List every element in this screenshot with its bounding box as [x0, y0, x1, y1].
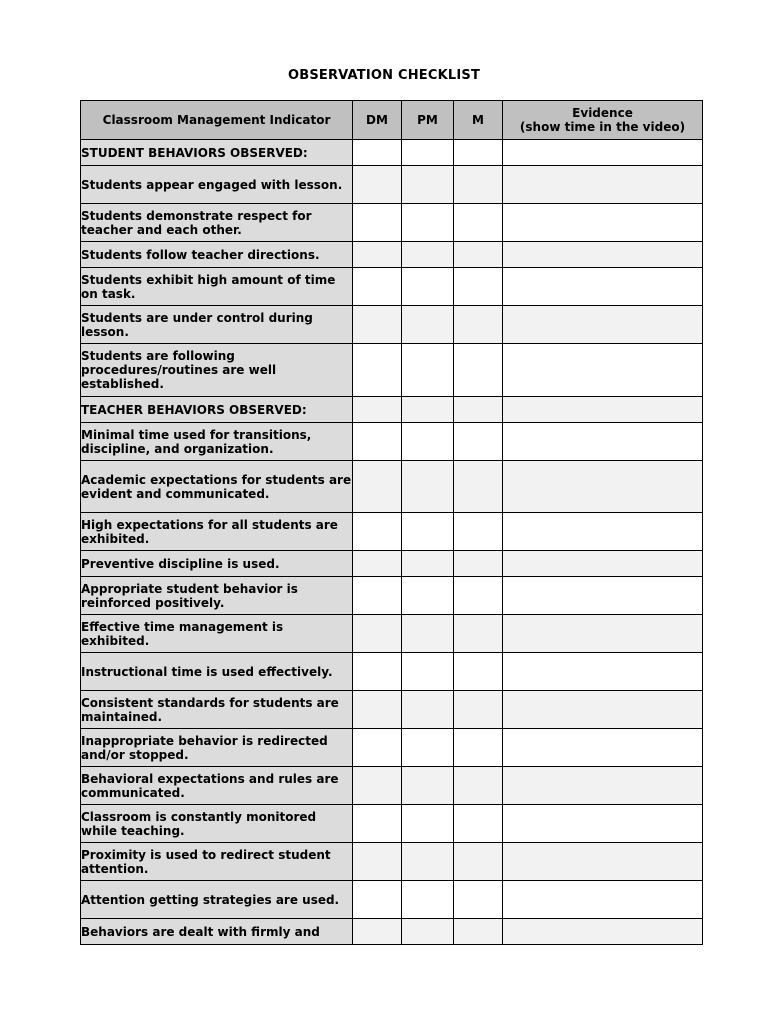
dm-cell[interactable] — [353, 242, 402, 268]
header-dm: DM — [353, 101, 402, 140]
m-cell[interactable] — [454, 306, 503, 344]
indicator-cell: Students are following procedures/routines are well established. — [81, 344, 353, 397]
evidence-cell[interactable] — [503, 242, 703, 268]
indicator-cell: Students appear engaged with lesson. — [81, 166, 353, 204]
evidence-cell[interactable] — [503, 166, 703, 204]
m-cell[interactable] — [454, 513, 503, 551]
table-row — [81, 140, 703, 166]
pm-cell[interactable] — [402, 919, 454, 945]
dm-cell[interactable] — [353, 843, 402, 881]
evidence-cell[interactable] — [503, 551, 703, 577]
pm-cell[interactable] — [402, 306, 454, 344]
table-row — [81, 767, 703, 805]
table-row — [81, 242, 703, 268]
pm-cell[interactable] — [402, 805, 454, 843]
indicator-cell: Students exhibit high amount of time on task. — [81, 268, 353, 306]
pm-cell[interactable] — [402, 691, 454, 729]
dm-cell[interactable] — [353, 551, 402, 577]
m-cell[interactable] — [454, 919, 503, 945]
evidence-cell[interactable] — [503, 881, 703, 919]
table-row — [81, 551, 703, 577]
evidence-cell[interactable] — [503, 423, 703, 461]
dm-cell[interactable] — [353, 423, 402, 461]
dm-cell[interactable] — [353, 397, 402, 423]
evidence-cell[interactable] — [503, 843, 703, 881]
table-row — [81, 461, 703, 513]
m-cell[interactable] — [454, 166, 503, 204]
indicator-cell: High expectations for all students are exhibited. — [81, 513, 353, 551]
header-evidence-line2: (show time in the video) — [519, 120, 686, 134]
m-cell[interactable] — [454, 577, 503, 615]
pm-cell[interactable] — [402, 551, 454, 577]
evidence-cell[interactable] — [503, 268, 703, 306]
dm-cell[interactable] — [353, 461, 402, 513]
table-row — [81, 344, 703, 397]
indicator-cell: Instructional time is used effectively. — [81, 653, 353, 691]
dm-cell[interactable] — [353, 805, 402, 843]
indicator-cell: Minimal time used for transitions, discipline, and organization. — [81, 423, 353, 461]
evidence-cell[interactable] — [503, 461, 703, 513]
header-evidence — [503, 101, 703, 140]
observation-checklist-table — [80, 100, 703, 945]
indicator-cell: Proximity is used to redirect student attention. — [81, 843, 353, 881]
pm-cell[interactable] — [402, 423, 454, 461]
dm-cell[interactable] — [353, 919, 402, 945]
pm-cell[interactable] — [402, 513, 454, 551]
table-row — [81, 268, 703, 306]
table-row — [81, 306, 703, 344]
m-cell[interactable] — [454, 843, 503, 881]
table-row — [81, 397, 703, 423]
table-row — [81, 513, 703, 551]
pm-cell[interactable] — [402, 397, 454, 423]
pm-cell[interactable] — [402, 729, 454, 767]
m-cell[interactable] — [454, 423, 503, 461]
indicator-cell: Students demonstrate respect for teacher and each other. — [81, 204, 353, 242]
table-row — [81, 805, 703, 843]
table-row — [81, 423, 703, 461]
dm-cell[interactable] — [353, 691, 402, 729]
table-row — [81, 577, 703, 615]
evidence-cell[interactable] — [503, 805, 703, 843]
dm-cell[interactable] — [353, 615, 402, 653]
evidence-cell[interactable] — [503, 919, 703, 945]
indicator-cell: Consistent standards for students are maintained. — [81, 691, 353, 729]
dm-cell[interactable] — [353, 306, 402, 344]
table-row — [81, 653, 703, 691]
pm-cell[interactable] — [402, 843, 454, 881]
evidence-cell[interactable] — [503, 513, 703, 551]
pm-cell[interactable] — [402, 767, 454, 805]
dm-cell[interactable] — [353, 204, 402, 242]
m-cell[interactable] — [454, 653, 503, 691]
header-indicator: Classroom Management Indicator — [81, 101, 353, 140]
pm-cell[interactable] — [402, 268, 454, 306]
evidence-cell[interactable] — [503, 306, 703, 344]
header-row — [81, 101, 703, 140]
evidence-cell[interactable] — [503, 577, 703, 615]
m-cell[interactable] — [454, 551, 503, 577]
pm-cell[interactable] — [402, 344, 454, 397]
pm-cell[interactable] — [402, 204, 454, 242]
dm-cell[interactable] — [353, 881, 402, 919]
dm-cell[interactable] — [353, 577, 402, 615]
m-cell[interactable] — [454, 204, 503, 242]
evidence-cell[interactable] — [503, 729, 703, 767]
dm-cell[interactable] — [353, 166, 402, 204]
pm-cell[interactable] — [402, 140, 454, 166]
m-cell[interactable] — [454, 729, 503, 767]
indicator-cell: Effective time management is exhibited. — [81, 615, 353, 653]
table-row — [81, 204, 703, 242]
table-row — [81, 166, 703, 204]
pm-cell[interactable] — [402, 653, 454, 691]
m-cell[interactable] — [454, 268, 503, 306]
m-cell[interactable] — [454, 881, 503, 919]
table-row — [81, 919, 703, 945]
header-pm: PM — [402, 101, 454, 140]
evidence-cell[interactable] — [503, 204, 703, 242]
dm-cell[interactable] — [353, 268, 402, 306]
indicator-cell: Students are under control during lesson. — [81, 306, 353, 344]
indicator-cell: TEACHER BEHAVIORS OBSERVED: — [81, 397, 353, 423]
header-m: M — [454, 101, 503, 140]
m-cell[interactable] — [454, 461, 503, 513]
dm-cell[interactable] — [353, 729, 402, 767]
evidence-cell[interactable] — [503, 653, 703, 691]
dm-cell[interactable] — [353, 344, 402, 397]
indicator-cell: Preventive discipline is used. — [81, 551, 353, 577]
pm-cell[interactable] — [402, 881, 454, 919]
dm-cell[interactable] — [353, 767, 402, 805]
evidence-cell[interactable] — [503, 691, 703, 729]
indicator-cell: Behavioral expectations and rules are communicated. — [81, 767, 353, 805]
table-row — [81, 729, 703, 767]
indicator-cell: Students follow teacher directions. — [81, 242, 353, 268]
header-evidence-line1: Evidence — [572, 106, 633, 120]
indicator-cell: Behaviors are dealt with firmly and — [81, 919, 353, 945]
evidence-cell[interactable] — [503, 767, 703, 805]
m-cell[interactable] — [454, 397, 503, 423]
m-cell[interactable] — [454, 767, 503, 805]
checklist-body — [81, 140, 703, 945]
pm-cell[interactable] — [402, 242, 454, 268]
document-title: OBSERVATION CHECKLIST — [287, 68, 481, 83]
indicator-cell: Classroom is constantly monitored while teaching. — [81, 805, 353, 843]
indicator-cell: Inappropriate behavior is redirected and/or stopped. — [81, 729, 353, 767]
pm-cell[interactable] — [402, 577, 454, 615]
dm-cell[interactable] — [353, 653, 402, 691]
m-cell[interactable] — [454, 691, 503, 729]
dm-cell[interactable] — [353, 140, 402, 166]
pm-cell[interactable] — [402, 166, 454, 204]
m-cell[interactable] — [454, 344, 503, 397]
evidence-cell[interactable] — [503, 140, 703, 166]
table-row — [81, 843, 703, 881]
m-cell[interactable] — [454, 242, 503, 268]
table-row — [81, 881, 703, 919]
evidence-cell[interactable] — [503, 344, 703, 397]
m-cell[interactable] — [454, 615, 503, 653]
evidence-cell[interactable] — [503, 615, 703, 653]
m-cell[interactable] — [454, 805, 503, 843]
m-cell[interactable] — [454, 140, 503, 166]
evidence-cell[interactable] — [503, 397, 703, 423]
indicator-cell: STUDENT BEHAVIORS OBSERVED: — [81, 140, 353, 166]
pm-cell[interactable] — [402, 461, 454, 513]
pm-cell[interactable] — [402, 615, 454, 653]
table-row — [81, 615, 703, 653]
indicator-cell: Appropriate student behavior is reinforced positively. — [81, 577, 353, 615]
indicator-cell: Academic expectations for students are evident and communicated. — [81, 461, 353, 513]
indicator-cell: Attention getting strategies are used. — [81, 881, 353, 919]
table-row — [81, 691, 703, 729]
dm-cell[interactable] — [353, 513, 402, 551]
